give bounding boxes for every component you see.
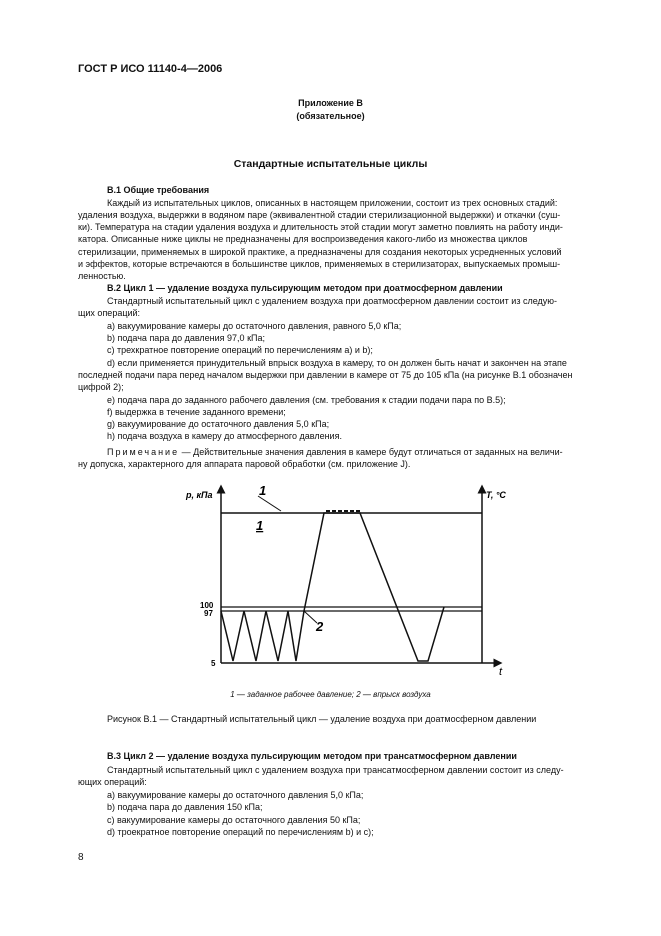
list-item: с) трехкратное повторение операций по перечислениям а) и b); [107, 345, 373, 355]
list-item: h) подача воздуха в камеру до атмосферного давления. [107, 431, 342, 441]
figure-legend [0, 690, 661, 699]
section-b2-heading: B.2 Цикл 1 — удаление воздуха пульсирующим методом при доатмосферном давлении [107, 283, 503, 293]
b3-intro-line: Стандартный испытательный цикл с удалением воздуха при трансатмосферном давлении состоит из следу- [107, 765, 564, 775]
list-item: е) подача пара до заданного рабочего давления (см. требования к стадии подачи пара по B.5); [107, 395, 506, 405]
y-axis-label: p, кПа [186, 490, 213, 500]
callout-2: 2 [316, 619, 324, 634]
callout-1-under: 1 [256, 518, 264, 533]
b1-line: и эффектов, которые встречаются в большинстве циклов, применяемых в стерилизаторах, выпускаемых промыш- [78, 259, 561, 269]
main-title: Стандартные испытательные циклы [233, 158, 428, 170]
legend-text: — заданное рабочее давление; [234, 690, 357, 699]
b3-intro-line: ющих операций: [78, 777, 147, 787]
list-item: b) подача пара до давления 150 кПа; [107, 802, 263, 812]
list-item-continuation: последней подачи пара перед началом выдержки при давлении в камере от 75 до 105 кПа (на рисунке B.1 обозначен [78, 370, 573, 380]
list-item-continuation: цифрой 2); [78, 382, 124, 392]
section-b1-heading: B.1 Общие требования [107, 185, 210, 195]
appendix-status: (обязательное) [296, 111, 365, 121]
b1-line: стерилизации, применяемых в широкой практике, а предназначены для создания некоторых усредненных условий [78, 247, 562, 257]
page-number: 8 [78, 852, 84, 863]
legend-num: 1 [230, 690, 235, 699]
right-axis-label: T, °С [486, 490, 506, 500]
list-item: b) подача пара до давления 97,0 кПа; [107, 333, 265, 343]
callout-1-top: 1 [259, 483, 267, 498]
figure-title: Рисунок B.1 — Стандартный испытательный цикл — удаление воздуха при доатмосферном давлении [107, 714, 537, 724]
x-axis-label: t [499, 666, 503, 678]
section-b3-heading: B.3 Цикл 2 — удаление воздуха пульсирующим методом при трансатмосферном давлении [107, 751, 517, 761]
note-text: — Действительные значения давления в камере будут отличаться от заданных на величи- [179, 447, 563, 457]
list-item: d) если применяется принудительный впрыск воздуха в камеру, то он должен быть начат и закончен на этапе [107, 358, 567, 368]
list-item: с) вакуумирование камеры до остаточного давления 50 кПа; [107, 815, 361, 825]
list-item: а) вакуумирование камеры до остаточного давления 5,0 кПа; [107, 790, 364, 800]
tick-label: 5 [211, 659, 216, 668]
callout-1-leader [258, 496, 281, 511]
b1-line: Каждый из испытательных циклов, описанных в настоящем приложении, состоит из трех основных стадий: [107, 198, 558, 208]
b1-line: удаления воздуха, выдержки в водяном паре (эквивалентной стадии стерилизационной выдержки) и откачки (суш- [78, 210, 561, 220]
b2-intro-line: Стандартный испытательный цикл с удалением воздуха при доатмосферном давлении состоит из следую- [107, 296, 558, 306]
appendix-title: Приложение B [298, 98, 363, 108]
note-label: Примечание [107, 447, 180, 457]
b1-line: ленностью. [78, 271, 126, 281]
list-item: d) троекратное повторение операций по перечислениям b) и с); [107, 827, 374, 837]
b2-intro-line: щих операций: [78, 308, 141, 318]
list-item: g) вакуумирование до остаточного давления 5,0 кПа; [107, 419, 330, 429]
legend-text: — впрыск воздуха [360, 690, 431, 699]
tick-label: 97 [204, 609, 213, 618]
b1-line: катора. Описанные ниже циклы не предназначены для воспроизведения какого-либо из множества циклов [78, 234, 528, 244]
list-item: f) выдержка в течение заданного времени; [107, 407, 286, 417]
document-code-header: ГОСТ Р ИСО 11140-4—2006 [78, 63, 223, 75]
pressure-cycle-curve [221, 513, 444, 661]
note-continuation: ну допуска, характерного для аппарата паровой обработки (см. приложение J). [78, 459, 411, 469]
list-item: а) вакуумирование камеры до остаточного давления, равного 5,0 кПа; [107, 321, 402, 331]
legend-num: 2 [356, 690, 361, 699]
b1-line: ки). Температура на стадии удаления воздуха и длительность этой стадии могут заметно повлиять на работу инди- [78, 222, 563, 232]
tick-label: 100 [200, 601, 214, 610]
